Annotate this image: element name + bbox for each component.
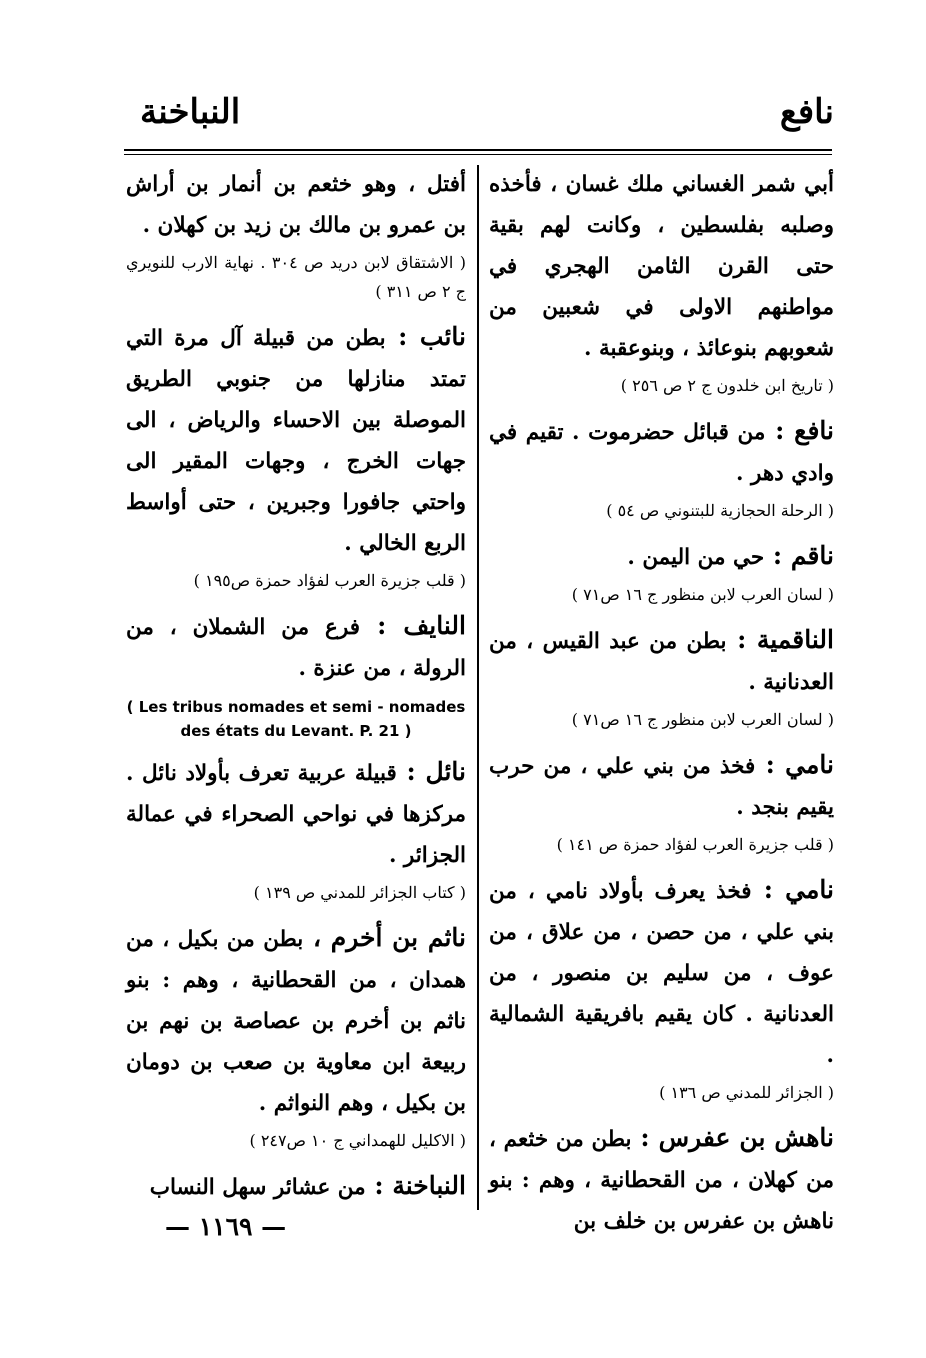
source-reference: ( كتاب الجزائر للمدني ص ١٣٩ ) bbox=[253, 883, 466, 902]
entry-paragraph bbox=[489, 410, 834, 494]
column-divider bbox=[477, 165, 479, 1210]
entry-text: من قبائل حضرموت . تقيم في وادي دهر . bbox=[489, 420, 834, 486]
entry-text: فخذ من بني علي ، من حرب يقيم بنجد . bbox=[489, 754, 834, 820]
entry-text: قبيلة عربية تعرف بأولاد نائل . مركزها في نواحي الصحراء في عمالة الجزائر . bbox=[126, 761, 466, 868]
running-header-right: نافع bbox=[779, 92, 834, 132]
source-reference: ( الجزائر للمدني ص ١٣٦ ) bbox=[659, 1083, 834, 1102]
source-reference: ( لسان العرب لابن منظور ج ١٦ ص٧١ ) bbox=[571, 585, 834, 604]
entry-text: فرع من الشملان ، من الرولة ، من عنزة . bbox=[126, 615, 466, 681]
entry-text: بطن من بكيل ، من همدان ، من القحطانية ، وهم : بنو ناثم بن أخرم بن عصاصة بن نهم بن ربيعة ابن معاوية بن صعب بن دومان بن بكيل ، وهم النواثم . bbox=[126, 927, 466, 1116]
entry-text: أبي شمر الغساني ملك غسان ، فأخذه وصلبه بفلسطين ، وكانت لهم بقية حتى القرن الثامن الهجري في مواطنهم الاولى في شعبين من شعوبهم بنوعائذ ، وبنوعقبة . bbox=[489, 172, 834, 361]
entry-text: بطن من قبيلة آل مرة التي تمتد منازلها من جنوبي الطريق الموصلة بين الاحساء والرياض ، الى جهات الخرج ، وجهات المقير الى واحتي جافورا وجبرين ، حتى أواسط الربع الخالي . bbox=[126, 326, 466, 556]
left-column bbox=[126, 164, 466, 1208]
source-reference: ( لسان العرب لابن منظور ج ١٦ ص٧١ ) bbox=[571, 710, 834, 729]
entry-paragraph bbox=[489, 535, 834, 578]
source-reference: ( الاكليل للهمداني ج ١٠ ص٢٤٧ ) bbox=[249, 1131, 466, 1150]
entry-text: أفتل ، وهو خثعم بن أنمار بن أراش بن عمرو بن مالك بن زيد بن كهلان . bbox=[126, 172, 466, 238]
running-header-left: النباخنة bbox=[140, 92, 241, 132]
entry-paragraph bbox=[126, 751, 466, 876]
entry-headword: ناقم : bbox=[764, 541, 834, 570]
entry-text: من عشائر سهل النساب bbox=[149, 1175, 366, 1200]
header-rule-thin bbox=[124, 154, 832, 155]
entry-headword: نائب : bbox=[385, 322, 466, 351]
entry-headword: الناقمية : bbox=[726, 625, 834, 654]
entry-text: فخذ يعرف بأولاد نامي ، من بني علي ، من حصن ، من علاق ، من عوف ، من سليم بن منصور ، من العدنانية . كان يقيم بافريقية الشمالية . bbox=[489, 879, 834, 1068]
entry-text: بطن من خثعم ، من كهلان ، من القحطانية ، وهم : بنو ناهش بن عفرس بن خلف بن bbox=[489, 1127, 834, 1234]
entry-headword: النباخنة : bbox=[365, 1171, 466, 1200]
entry-headword: ناثم بن أخرم ، bbox=[303, 923, 467, 952]
entry-paragraph bbox=[489, 869, 834, 1076]
page-number: — ١١٦٩ — bbox=[165, 1212, 287, 1241]
right-column bbox=[489, 164, 834, 1242]
entry-paragraph bbox=[489, 744, 834, 828]
entry-headword: ناهش بن عفرس : bbox=[631, 1123, 834, 1152]
entry-text: بطن من عبد القيس ، من العدنانية . bbox=[489, 629, 834, 695]
entry-text: حي من اليمن . bbox=[627, 545, 765, 570]
source-reference: ( قلب جزيرة العرب لفؤاد حمزة ص١٩٥ ) bbox=[193, 571, 466, 590]
entry-paragraph bbox=[489, 1117, 834, 1242]
entry-paragraph bbox=[489, 164, 834, 369]
entry-paragraph bbox=[126, 605, 466, 689]
entry-paragraph bbox=[126, 917, 466, 1124]
entry-headword: النايف : bbox=[359, 611, 466, 640]
entry-headword: نامي : bbox=[755, 750, 834, 779]
source-reference: ( الاشتقاق لابن دريد ص ٣٠٤ . نهاية الارب للنويري ج ٢ ص ٣١١ ) bbox=[126, 253, 466, 301]
entry-headword: نائل : bbox=[396, 757, 466, 786]
entry-headword: نافع : bbox=[765, 416, 834, 445]
entry-paragraph bbox=[126, 164, 466, 246]
header-rule bbox=[124, 149, 832, 151]
source-reference: ( الرحلة الحجازية للبتنوني ص ٥٤ ) bbox=[606, 501, 834, 520]
source-reference: ( قلب جزيرة العرب لفؤاد حمزة ص ١٤١ ) bbox=[556, 835, 834, 854]
entry-paragraph bbox=[126, 1165, 466, 1208]
entry-headword: نامي : bbox=[751, 875, 834, 904]
latin-reference: ( Les tribus nomades et semi - nomades des états du Levant. P. 21 ) bbox=[126, 698, 466, 740]
entry-paragraph bbox=[126, 316, 466, 564]
entry-paragraph bbox=[489, 619, 834, 703]
source-reference: ( تاريخ ابن خلدون ج ٢ ص ٢٥٦ ) bbox=[620, 376, 834, 395]
